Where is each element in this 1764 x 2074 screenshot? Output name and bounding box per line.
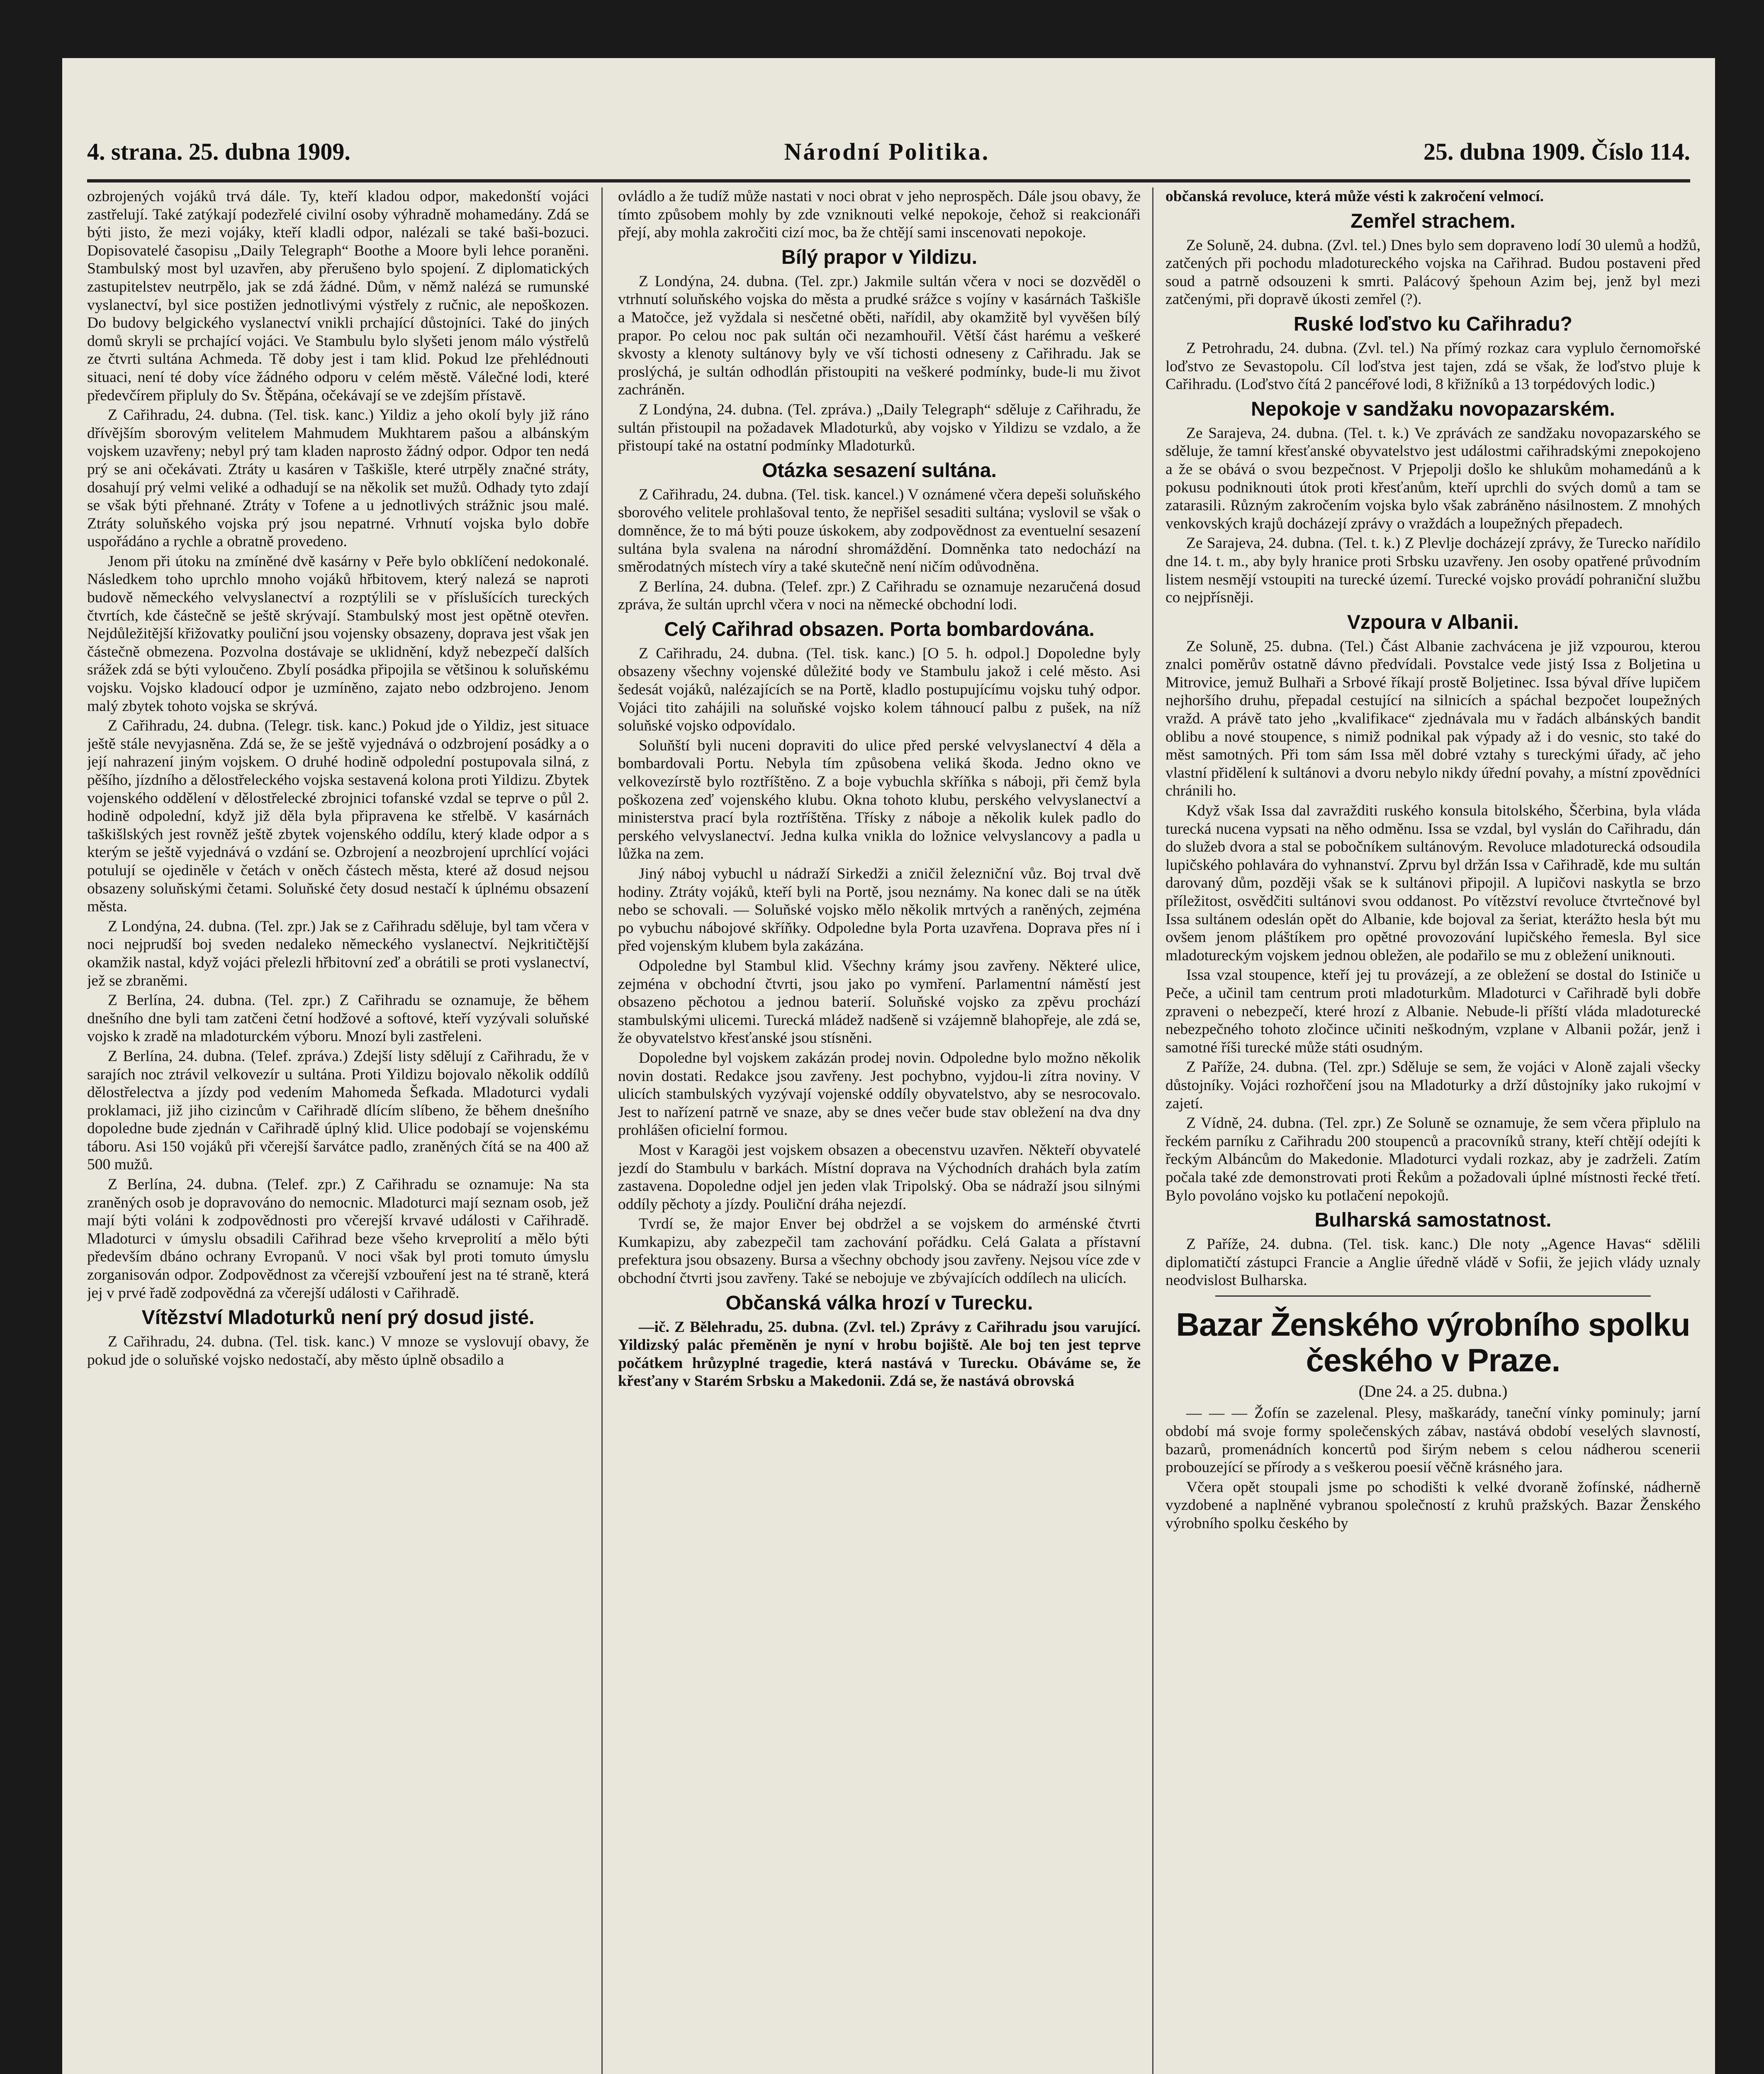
article-headline: Zemřel strachem. xyxy=(1350,210,1516,232)
article-paragraph: Jenom při útoku na zmíněné dvě kasárny v Peře bylo obklíčení nedokonalé. Následkem toho uprchlo mnoho vojáků hřbitovem, který nalezá se naproti budově německého velvyslanectví a rozptýlili se v příslušících tureckých čtvrtích, kde částečně se ještě skrývají. Stambulský most jest opětně otevřen. Nejdůležitější křižovatky pouliční jsou vojensky obsazeny, doprava jest však jen částečně obmezena. Pozvolna dostávaje se uklidnění, když nebezpečí dalších srážek zdá se býti vyloučeno. Zbylí posádka připojila se většinou k soluňskému vojsku. Vojsko kladoucí odpor je uzmíněno, zajato nebo odzbrojeno. Jenom malý zbytek tohoto vojska se skrývá. xyxy=(87,553,589,715)
article-paragraph: Z Cařihradu, 24. dubna. (Tel. tisk. kancel.) V oznámené včera depeši soluňského sborového velitele prohlašoval tento, že nepřišel sesaditi sultána; vyslovil se však o domněnce, že to má býti pouze úskokem, aby zodpovědnost za eventuelní sesazení sultána byla svalena na národní shromáždění. Domněnka tato nedochází na směrodatných místech víry a také skutečně není ničím odůvodněna. xyxy=(618,486,1141,576)
article-paragraph: Z Londýna, 24. dubna. (Tel. zpr.) Jak se z Cařihradu sděluje, byl tam včera v noci nejprudší boj sveden nedaleko německého vyslanectví. Nejkritičtější okamžik nastal, když vojáci přelezli hřbitovní zeď a obrátili se proti vyslanectví, jež se zbraněmi. xyxy=(87,918,589,989)
article-paragraph: Soluňští byli nuceni dopraviti do ulice před perské velvyslanectví 4 děla a bombardovali Portu. Nebyla tím způsobena veliká škoda. Jedno okno ve velkovezírstě bylo roztříštěno. Z a boje vybuchla skříňka s náboji, při čemž byla poškozena zeď vojenského klubu. Okna tohoto klubu, perského velvyslanectví a ministerstva prací byla roztříštěna. Třísky z náboje a několik kulek padlo do perského velvyslanectví. Jedna kulka vnikla do ložnice velvyslancovy a padla u lůžka na zem. xyxy=(618,737,1141,863)
article-paragraph: Odpoledne byl Stambul klid. Všechny krámy jsou zavřeny. Některé ulice, zejména v obchodní čtvrti, jsou jako po vymření. Parlamentní náměstí jest obsazeno pěchotou a jednou baterií. Soluňské vojsko za zpěvu prochází stambulskými ulicemi. Turecká mládež nadšeně si vzájemně blahopřeje, ale zdá se, že obyvatelstvo křesťanské jsou stísněni. xyxy=(618,957,1141,1047)
article-paragraph: Z Berlína, 24. dubna. (Telef. zpr.) Z Cařihradu se oznamuje: Na sta zraněných osob je dopravováno do nemocnic. Mladoturci mají seznam osob, jež mají býti voláni k zodpovědnosti pro včerejší krvavé události v Cařihradě. Mladoturci v úmyslu obsadili Cařihrad beze všeho krveprolití a mělo býti především dbáno ochrany Evropanů. V noci však byl proti tomuto úmyslu zorganisován odpor. Zodpovědnost za včerejší vzbouření jest na té straně, která jej v prvé řadě zodpovědná za včerejší události v Cařihradě. xyxy=(87,1176,589,1302)
article-paragraph: Včera opět stoupali jsme po schodišti k velké dvoraně žofínské, nádherně vyzdobené a naplněné vybranou společností z kruhů pražských. Bazar Ženského výrobního spolku českého by xyxy=(1165,1478,1701,1532)
article-paragraph: ozbrojených vojáků trvá dále. Ty, kteří kladou odpor, makedonští vojáci zastřelují. Také zatýkají podezřelé civilní osoby výhradně mohamedány. Zdá se býti jisto, že mezi vojáky, kteří kladli odpor, nalézali se také baši-bozuci. Dopisovatelé časopisu „Daily Telegraph“ Boothe a Moore byli lehce poraněni. Stambulský most byl uzavřen, aby přerušeno bylo spojení. Z diplomatických zastupitelstev neutrpělo, jak se zdá žádné. Dům, v němž nalézá se rumunské vyslanectví, byl sice postižen jednotlivými výstřely z ručnic, ale nepoškozen. Do budovy belgického vyslanectví vnikli prchající důstojníci. Také do jiných domů skryli se prchající vojáci. Ve Stambulu bylo slyšeti jenom málo výstřelů ze čtvrti sultána Achmeda. Tě doby jest i tam klid. Pokud lze přehlédnouti situaci, není té doby více žádného odporu v celém městě. Válečné lodi, které předevčírem připluly do Sv. Štěpána, očekávají se ve zdejším přístavě. xyxy=(87,188,589,404)
article-paragraph: — — — Žofín se zazelenal. Plesy, maškarády, taneční vínky pominuly; jarní období má svoje formy společenských zábav, nastává období veselých slavností, bazarů, promenádních koncertů pod širým nebem s celou nádherou scenerii probouzející se přírody a s veškerou poesií věčně krásného jara. xyxy=(1165,1405,1701,1476)
article-headline: Nepokoje v sandžaku novopazarském. xyxy=(1251,398,1615,420)
article-paragraph: Ze Sarajeva, 24. dubna. (Tel. t. k.) Z Plevlje docházejí zprávy, že Turecko nařídilo dne 14. t. m., aby byly hranice proti Srbsku uzavřeny. Jen osoby opatřené průvodním listem nesmějí vstoupiti na turecké území. Turecké vojsko provádí pohraniční službu co nejpřísněji. xyxy=(1165,535,1701,606)
column-separator xyxy=(601,187,603,2074)
column-1 xyxy=(87,187,589,2074)
newspaper-page xyxy=(62,58,1715,2074)
article-headline: Vzpoura v Albanii. xyxy=(1347,611,1519,633)
article-paragraph: Jiný náboj vybuchl u nádraží Sirkedži a zničil železniční vůz. Boj trval dvě hodiny. Ztráty vojáků, kteří byli na Portě, jsou neznámy. Na konec dali se na útěk nebo se schovali. — Soluňské vojsko mělo několik mrtvých a raněných, zejména po vybuchu nábojové skříňky. Odpoledne byla Porta uzavřena. Doprava přes ní i před vojenským klubem byla zakázána. xyxy=(618,865,1141,955)
article-paragraph: Z Paříže, 24. dubna. (Tel. zpr.) Sděluje se sem, že vojáci v Aloně zajali všecky důstojníky. Vojáci rozhořčení jsou na Mladoturky a drží důstojníky jako rukojmí v zajetí. xyxy=(1165,1059,1701,1112)
column-separator xyxy=(1152,187,1153,2074)
article-headline: Celý Cařihrad obsazen. Porta bombardována. xyxy=(664,618,1095,640)
header-left: 4. strana. 25. dubna 1909. xyxy=(87,138,350,165)
article-paragraph: Z Cařihradu, 24. dubna. (Tel. tisk. kanc.) V mnoze se vyslovují obavy, že pokud jde o soluňské vojsko nedostačí, aby město úplně obsadilo a xyxy=(87,1333,589,1368)
article-paragraph: Z Berlína, 24. dubna. (Telef. zpr.) Z Cařihradu se oznamuje nezaručená dosud zpráva, že sultán uprchl včera v noci na německé obchodní lodi. xyxy=(618,578,1141,613)
feature-headline: Bazar Ženského výrobního spolku českého v Praze. xyxy=(1176,1306,1690,1378)
column-3 xyxy=(1165,187,1701,2074)
article-paragraph: Ze Sarajeva, 24. dubna. (Tel. t. k.) Ve zprávách ze sandžaku novopazarského se sděluje, že tamní křesťanské obyvatelstvo jest událostmi cařihradskými znepokojeno a že se obává o svou bezpečnost. V Prjepolji došlo ke shlukům mohamedánů a k pokusu podniknouti útok proti křesťanům, kteří uprchli do svých domů a tam se zatarasili. Různým zakročením vojska bylo však zabráněno násilnostem. Z mnohých venkovských krajů docházejí zprávy o vraždách a loupežných přepadech. xyxy=(1165,424,1701,532)
article-paragraph: Dopoledne byl vojskem zakázán prodej novin. Odpoledne bylo možno několik novin dostati. Redakce jsou zavřeny. Jest pochybno, vyjdou-li zítra noviny. V ulicích stambulských vyzývají vojenské oddíly obyvatelstvo, aby se nesrocovalo. Jest to nařízení patrně ve snaze, aby se dnes večer bude stav obležení na dva dny prohlášen oficielní formou. xyxy=(618,1049,1141,1139)
article-paragraph: Z Petrohradu, 24. dubna. (Zvl. tel.) Na přímý rozkaz cara vyplulo černomořské loďstvo ze Sevastopolu. Cíl loďstva jest tajen, zdá se však, že loďstvo pluje k Cařihradu. (Loďstvo čítá 2 pancéřové lodi, 8 křižníků a 13 torpédových lodic.) xyxy=(1165,339,1701,393)
article-paragraph: Z Paříže, 24. dubna. (Tel. tisk. kanc.) Dle noty „Agence Havas“ sdělili diplomatičtí zástupci Francie a Anglie úředně vládě v Sofii, že jejich vlády uznaly neodvislost Bulharska. xyxy=(1165,1236,1701,1289)
masthead-title: Národní Politika. xyxy=(784,138,990,165)
article-paragraph: Z Cařihradu, 24. dubna. (Tel. tisk. kanc.) Yildiz a jeho okolí byly již ráno dřívějším sborovým velitelem Mahmudem Mukhtarem pašou a albánským vojskem uzavřeny; nebyl prý tam kladen naprosto žádný odpor. Odpor ten nedá prý se ani očekávati. Ztráty u kasáren v Taškišle, které utrpěly značné stráty, dosahují prý velmi veliké a odhadují se na několik set mužů. Odhady tyto zdají se však býti přehnané. Ztráty v Tofene a u jednotlivých strážnic jsou malé. Ztráty soluňského vojska prý jsou nepatrné. Vrhnutí vojska bylo dobře uspořádáno a rychle a obratně provedeno. xyxy=(87,407,589,550)
article-paragraph: Z Londýna, 24. dubna. (Tel. zpr.) Jakmile sultán včera v noci se dozvěděl o vtrhnutí soluňského vojska do města a prudké srážce s vojíny v kasárnách Taškišle a Matočce, jež vyždala si nesčetné oběti, nařídil, aby okamžitě byl vyvěšen bílý prapor. Po celou noc pak sultán oči nezamhouřil. Větší část harému a veškeré skvosty a klenoty sultánovy byly ve vší tichosti odneseny z Cařihradu. Jak se proslýchá, je sultán odhodlán přistoupiti na veškeré podmínky, bude-li mu život zachráněn. xyxy=(618,273,1141,399)
article-paragraph: Z Cařihradu, 24. dubna. (Tel. tisk. kanc.) [O 5. h. odpol.] Dopoledne byly obsazeny všechny vojenské důležité body ve Stambulu jakož i celé město. Asi šedesát vojáků, nalézajících se na Portě, kladlo postupujícímu vojsku tuhý odpor. Vojáci tito zahájili na soluňské vojsko kolem táhnoucí palbu z pušek, na níž soluňské vojsko odpovídalo. xyxy=(618,645,1141,735)
article-headline: Bílý prapor v Yildizu. xyxy=(781,246,978,268)
article-paragraph: Tvrdí se, že major Enver bej obdržel a se vojskem do arménské čtvrti Kumkapizu, aby zabezpečil tam zachování pořádku. Celá Galata a přístavní prefektura jsou obsazeny. Bursa a všechny obchody jsou zavřeny. Nejsou více zde v obchodní čtvrti jsou zavřeny. Také se nebojuje ve zbývajících oddílech na ulicích. xyxy=(618,1215,1141,1287)
article-paragraph: Z Berlína, 24. dubna. (Telef. zpráva.) Zdejší listy sdělují z Cařihradu, že v sarajích noc ztrávil velkovezír u sultána. Proti Yildizu bojovalo několik oddílů dělostřelectva a jízdy pod vedením Mahomeda Šefkada. Mladoturci vydali proklamaci, již jiho cizincům v Cařihradě dlícím slíbeno, že během dnešního dopoledne bude zjednán v Cařihradě úplný klid. Ulice podobají se vojenskému táboru. Asi 150 vojáků při včerejší šarvátce padlo, zraněných čítá se na 400 až 500 mužů. xyxy=(87,1047,589,1173)
feature-subtitle: (Dne 24. a 25. dubna.) xyxy=(1358,1381,1508,1400)
article-paragraph: Když však Issa dal zavražditi ruského konsula bitolského, Ščerbina, byla vláda turecká nucena vypsati na něho odměnu. Issa se vzdal, byl vyslán do Cařihradu, dán do služeb dvora a stal se pobočníkem sultánovým. Revoluce mladoturecká odsoudila lupičského pohlavára do vyhnanství. Zprvu byl držán Issa v Cařihradě, kde mu sultán darovaný dům, později však se k sultánovi připojil. A lupičovi naskytla se brzo příležitost, osvědčiti sultánovi svou oddanost. Po vítězství revoluce čtvrtečnové byl Issa sultánem odeslán opět do Albanie, kde bojoval za šeriat, kterážto hesla být mu ovšem jenom pláštíkem pro opětné provozování lupičského řemesla. Byl sice mladotureckým vojskem jednou obležen, ale podařilo se mu z obležení uniknouti. xyxy=(1165,802,1701,964)
article-paragraph: ovládlo a že tudíž může nastati v noci obrat v jeho neprospěch. Dále jsou obavy, že tímto způsobem mohly by zde vzniknouti velké nepokoje, čehož si reakcionáři přejí, aby mohla zakročiti cizí moc, ba že chtějí sami inscenovati nepokoje. xyxy=(618,188,1141,241)
article-paragraph: Ze Soluně, 25. dubna. (Tel.) Část Albanie zachvácena je již vzpourou, kterou znalci poměrův ostatně dávno předvídali. Povstalce vede jistý Issa z Boljetina u Mitrovice, jemuž Bulhaři a Srbové říkají prostě Boljetinec. Issa býval dříve lupičem nejhoršího druhu, přepadal cestující na silnicích a spáchal bezpočet loupežných vražd. A právě tato jeho „kvalifikace“ zjednávala mu v řadách albánských bandit oblibu a nové stoupence, s nimiž podnikal pak výpady až i do vesnic, sto také do měst samotných. Při tom sám Issa měl dobré vztahy s tureckými úřady, ač jeho vlastní přidělení k sultánovi a dvoru nebylo nikdy úřední povahy, a místní zpovědníci chránili ho. xyxy=(1165,638,1701,800)
column-2 xyxy=(618,187,1141,2074)
article-headline: Otázka sesazení sultána. xyxy=(762,459,997,482)
article-headline: Bulharská samostatnost. xyxy=(1314,1209,1552,1232)
article-headline: Ruské loďstvo ku Cařihradu? xyxy=(1294,313,1572,335)
page-header xyxy=(87,129,1690,174)
article-paragraph: Z Cařihradu, 24. dubna. (Telegr. tisk. kanc.) Pokud jde o Yildiz, jest situace ještě stále nevyjasněna. Zdá se, že se ještě vyjednává o odzbrojení posádky a o její nahrazení jiným vojskem. O druhé hodině odpolední postupovala silná, z pěšího, jízdního a dělostřeleckého vojska sestavená kolona proti Yildizu. Zbytek vojenského oddělení v dělostřelecké zbrojnici tofanské vzdal se teprve o půl 2. hodině odpolední, když již děla byla připravena ke střelbě. V kasárnách taškišlských jest rovněž ještě zbytek vojenského oddílu, který klade odpor a s kterým se ještě vyjednává o vzdání se. Ozbrojení a neozbrojení uprchlící vojáci potulují se ojediněle v četách v oněch částech města, které až dosud nejsou obsazeny soluňskými četami. Soluňské čety dosud nestačí k úplnému obsazení města. xyxy=(87,717,589,915)
article-paragraph: Z Londýna, 24. dubna. (Tel. zpráva.) „Daily Telegraph“ sděluje z Cařihradu, že sultán přistoupil na požadavek Mladoturků, aby vojsko v Yildizu se vzdalo, a že přistoupí také na ostatní podmínky Mladoturků. xyxy=(618,401,1141,455)
article-paragraph: Ze Soluně, 24. dubna. (Zvl. tel.) Dnes bylo sem dopraveno lodí 30 ulemů a hodžů, zatčených při pochodu mladotureckého vojska na Cařihrad. Budou postaveni před soud a patrně odsouzeni k smrti. Palácový špehoun Azim bej, jenž byl mezi zatčenými, při dopravě úkosti zemřel (?). xyxy=(1165,236,1701,308)
article-paragraph: Z Vídně, 24. dubna. (Tel. zpr.) Ze Soluně se oznamuje, že sem včera připlulo na řeckém parníku z Cařihradu 200 stoupenců a pracovníků strany, kteří chtějí odejíti k řeckým Albáncům do Makedonie. Mladoturci vydali rozkaz, aby je zadrželi. Zatím počala také zde demonstrovati proti Řekům a požadovali úplné místnosti řecké třetí. Bylo povoláno vojsko ku potlačení nepokojů. xyxy=(1165,1115,1701,1204)
section-divider xyxy=(1215,1295,1651,1297)
header-rule xyxy=(87,179,1690,183)
article-paragraph: Issa vzal stoupence, kteří jej tu provázejí, a ze obležení se dostal do Istiniče u Peče, a učinil tam centrum proti mladoturkům. Mladoturci v Cařihradě byli dobře zpraveni o nebezpečí, které hrozí z Albanie. Nebude-li příští vláda mladoturecké nebezpečného tohoto zločince učiniti neškodným, vzplane v Albanii požár, jenž i samotné říši turecké může státi osudným. xyxy=(1165,966,1701,1056)
article-paragraph: Most v Karagöi jest vojskem obsazen a obecenstvu uzavřen. Někteří obyvatelé jezdí do Stambulu v barkách. Místní doprava na Východních drahách byla zatím zastavena. Dopoledne odjel jen jeden vlak Tripolský. Oba se nádraží jsou silnými oddíly pěchoty a jízdy. Pouliční dráha nejezdí. xyxy=(618,1141,1141,1213)
article-paragraph: Z Berlína, 24. dubna. (Tel. zpr.) Z Cařihradu se oznamuje, že během dnešního dne byli tam zatčeni četní hodžové a softové, kteří vyzývali soluňské vojsko k zradě na mladoturckém výboru. Mnozí byli zastřeleni. xyxy=(87,992,589,1045)
article-paragraph: občanská revoluce, která může vésti k zakročení velmocí. xyxy=(1165,188,1544,205)
article-paragraph: —ič. Z Bělehradu, 25. dubna. (Zvl. tel.) Zprávy z Cařihradu jsou varující. Yildizský palác přeměněn je nyní v hrobu bojiště. Ale boj ten jest teprve počátkem hrůzyplné tragedie, která nastává v Turecku. Obáváme se, že křesťany v Starém Srbsku a Makedonii. Zdá se, že nastává obrovská xyxy=(618,1318,1141,1390)
article-headline: Občanská válka hrozí v Turecku. xyxy=(725,1292,1033,1314)
header-right: 25. dubna 1909. Číslo 114. xyxy=(1423,138,1690,165)
article-headline: Vítězství Mladoturků není prý dosud jisté. xyxy=(141,1307,535,1329)
